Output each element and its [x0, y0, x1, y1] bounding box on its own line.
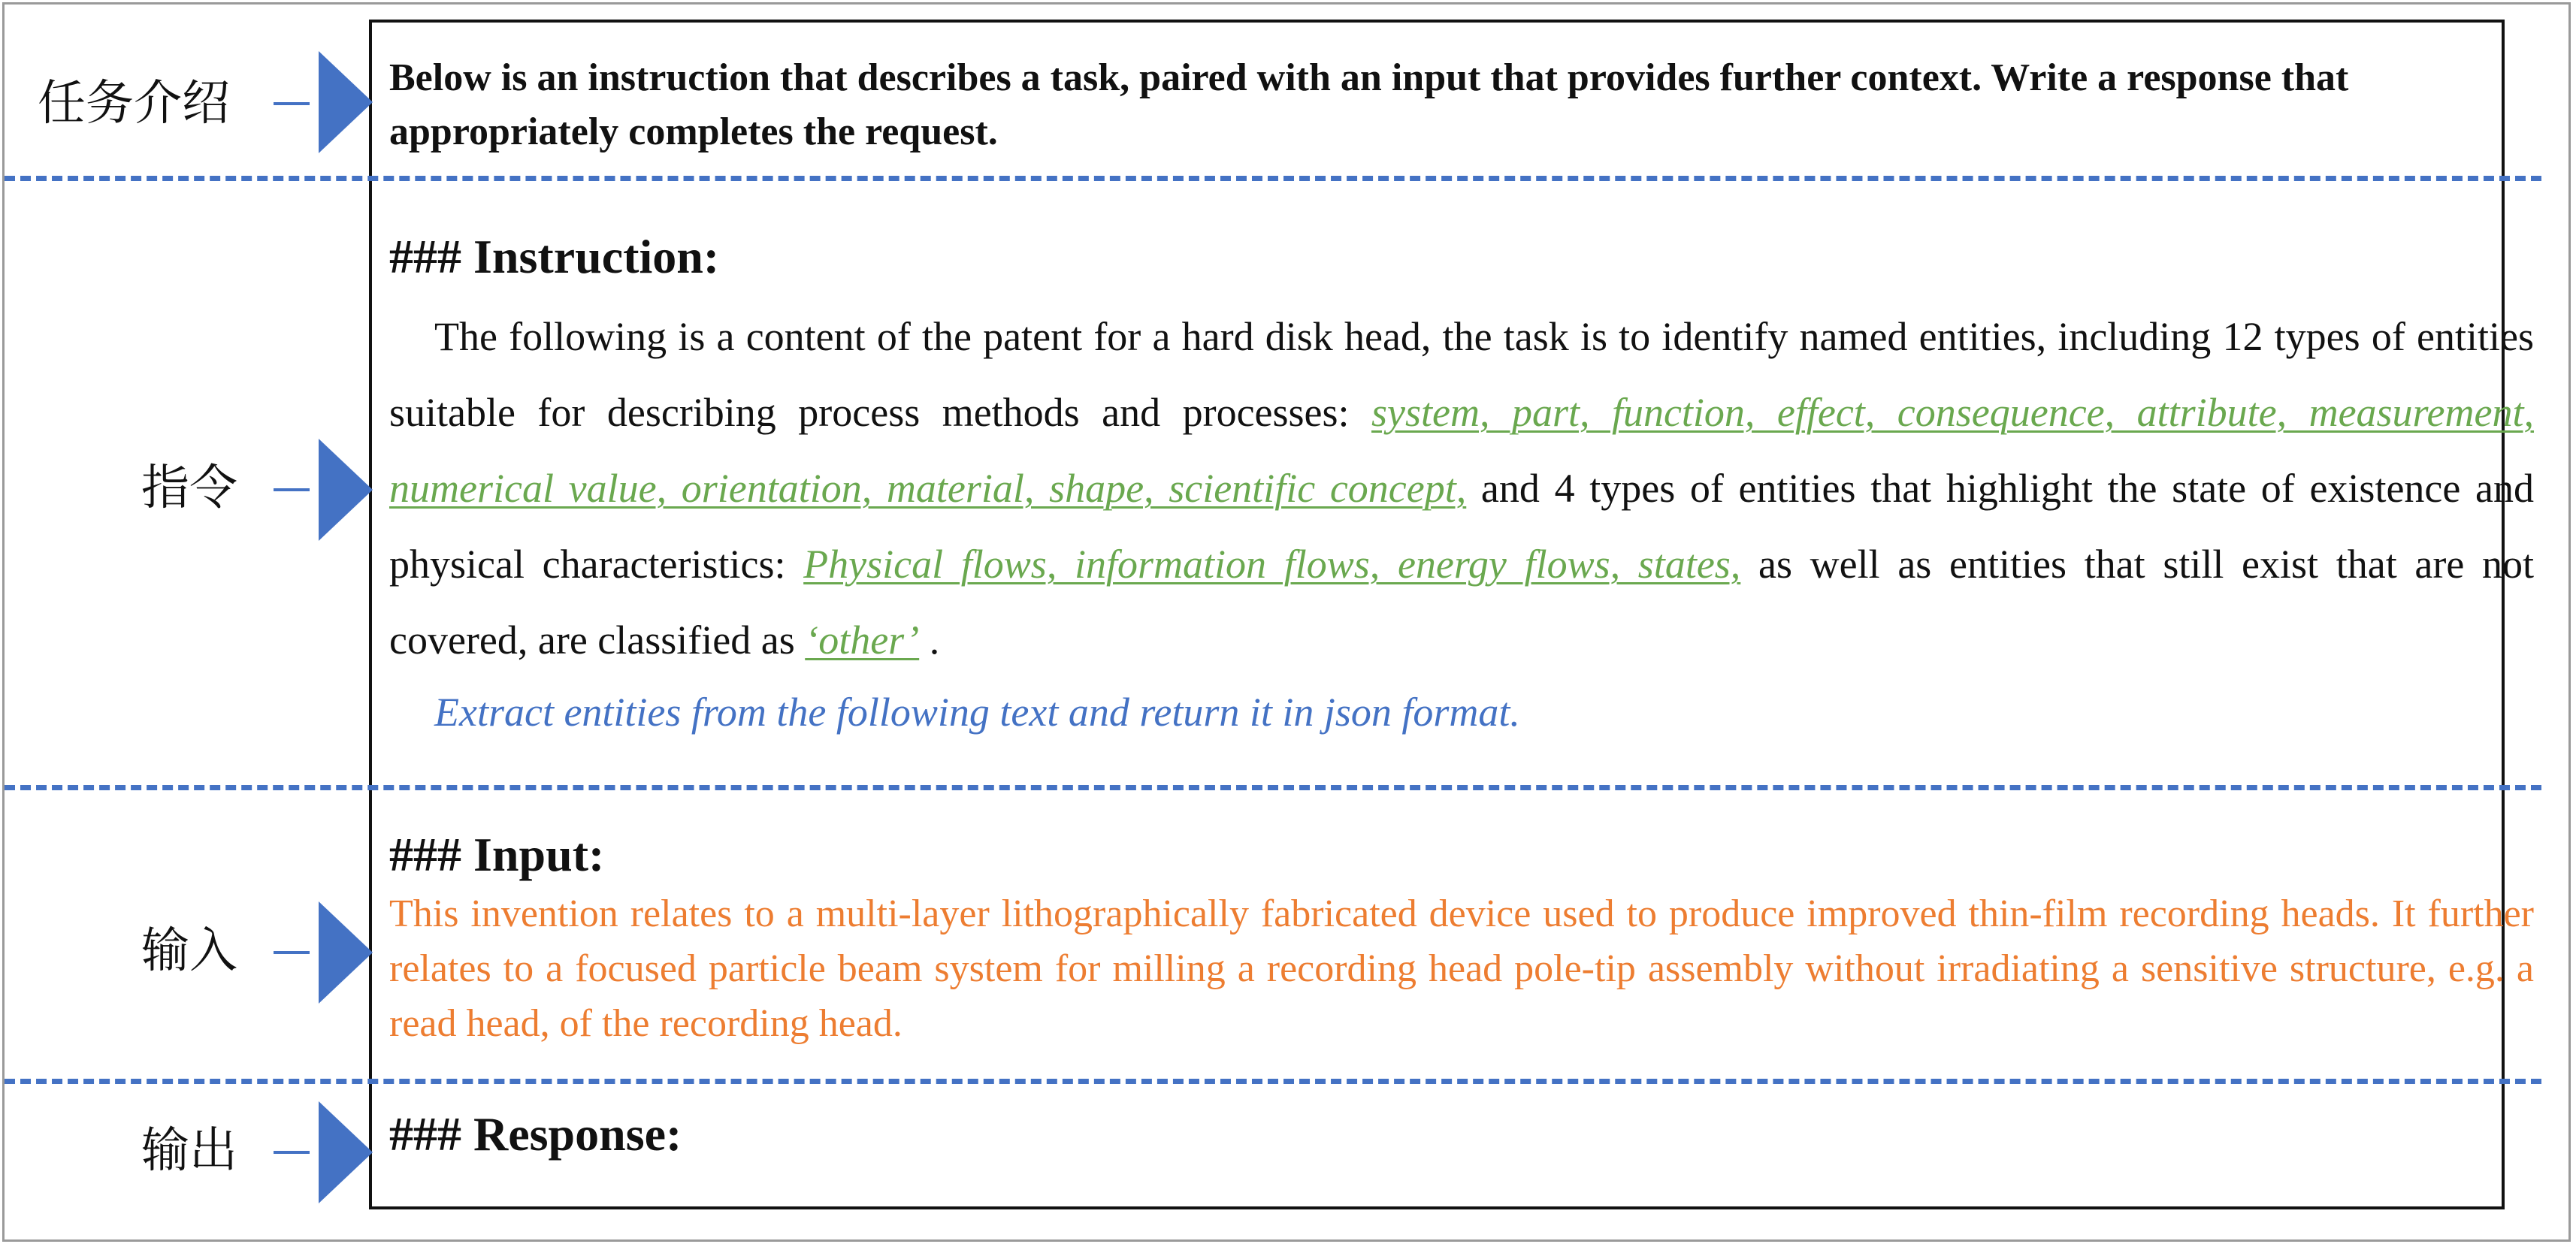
response-heading: ### Response: [389, 1107, 682, 1161]
task-intro-text: Below is an instruction that describes a task, paired with an input that provides further context. Write a response that appropriately completes the request. [389, 56, 2349, 153]
input-text: This invention relates to a multi-layer lithographically fabricated device used to produce improved thin-film recording heads. It further relates to a focused particle beam system for milling a recording head pole-tip assembly without irradiating a sensitive structure, e.g. a read head, of the recording head. [389, 892, 2534, 1045]
arrow-task-intro-icon [319, 51, 373, 153]
label-input: 输入 [141, 923, 237, 979]
entity-types-4: Physical flows, information flows, energy flows, states, [803, 542, 1741, 587]
label-instruction: 指令 [141, 460, 237, 516]
label-task-intro: 任务介绍 [38, 76, 230, 131]
divider-instruction-input [5, 785, 2541, 790]
instruction-heading: ### Instruction: [389, 230, 720, 283]
entity-type-other: ‘other’ [805, 617, 920, 663]
instruction-text-1: The following is a content of the patent for a hard disk head, the task is to identify named entities, including 12 types of entities suitable for describing process methods and processes: [389, 314, 2534, 435]
entity-types-12: system, part, function, effect, consequence, attribute, measurement, numerical value, orientation, material, shape, scientific concept, [389, 390, 2534, 511]
arrow-output-icon [319, 1101, 373, 1203]
extract-instruction: Extract entities from the following text and return it in json format. [434, 690, 1520, 735]
label-output: 输出 [141, 1123, 237, 1179]
divider-input-output [5, 1079, 2541, 1084]
dash-mark-instruction [274, 488, 310, 491]
divider-intro-instruction [5, 176, 2541, 181]
instruction-text-3: as well as entities that still exist that are not covered, are classified as [389, 542, 2535, 663]
dash-mark-task-intro [274, 102, 310, 105]
instruction-text-4: . [919, 617, 940, 663]
dash-mark-input [274, 951, 310, 954]
arrow-input-icon [319, 901, 373, 1004]
instruction-paragraph [389, 299, 2534, 678]
dash-mark-output [274, 1151, 310, 1154]
instruction-text-2: and 4 types of entities that highlight the state of existence and physical characteristics: [389, 466, 2534, 587]
input-heading: ### Input: [389, 828, 605, 881]
arrow-instruction-icon [319, 439, 373, 541]
